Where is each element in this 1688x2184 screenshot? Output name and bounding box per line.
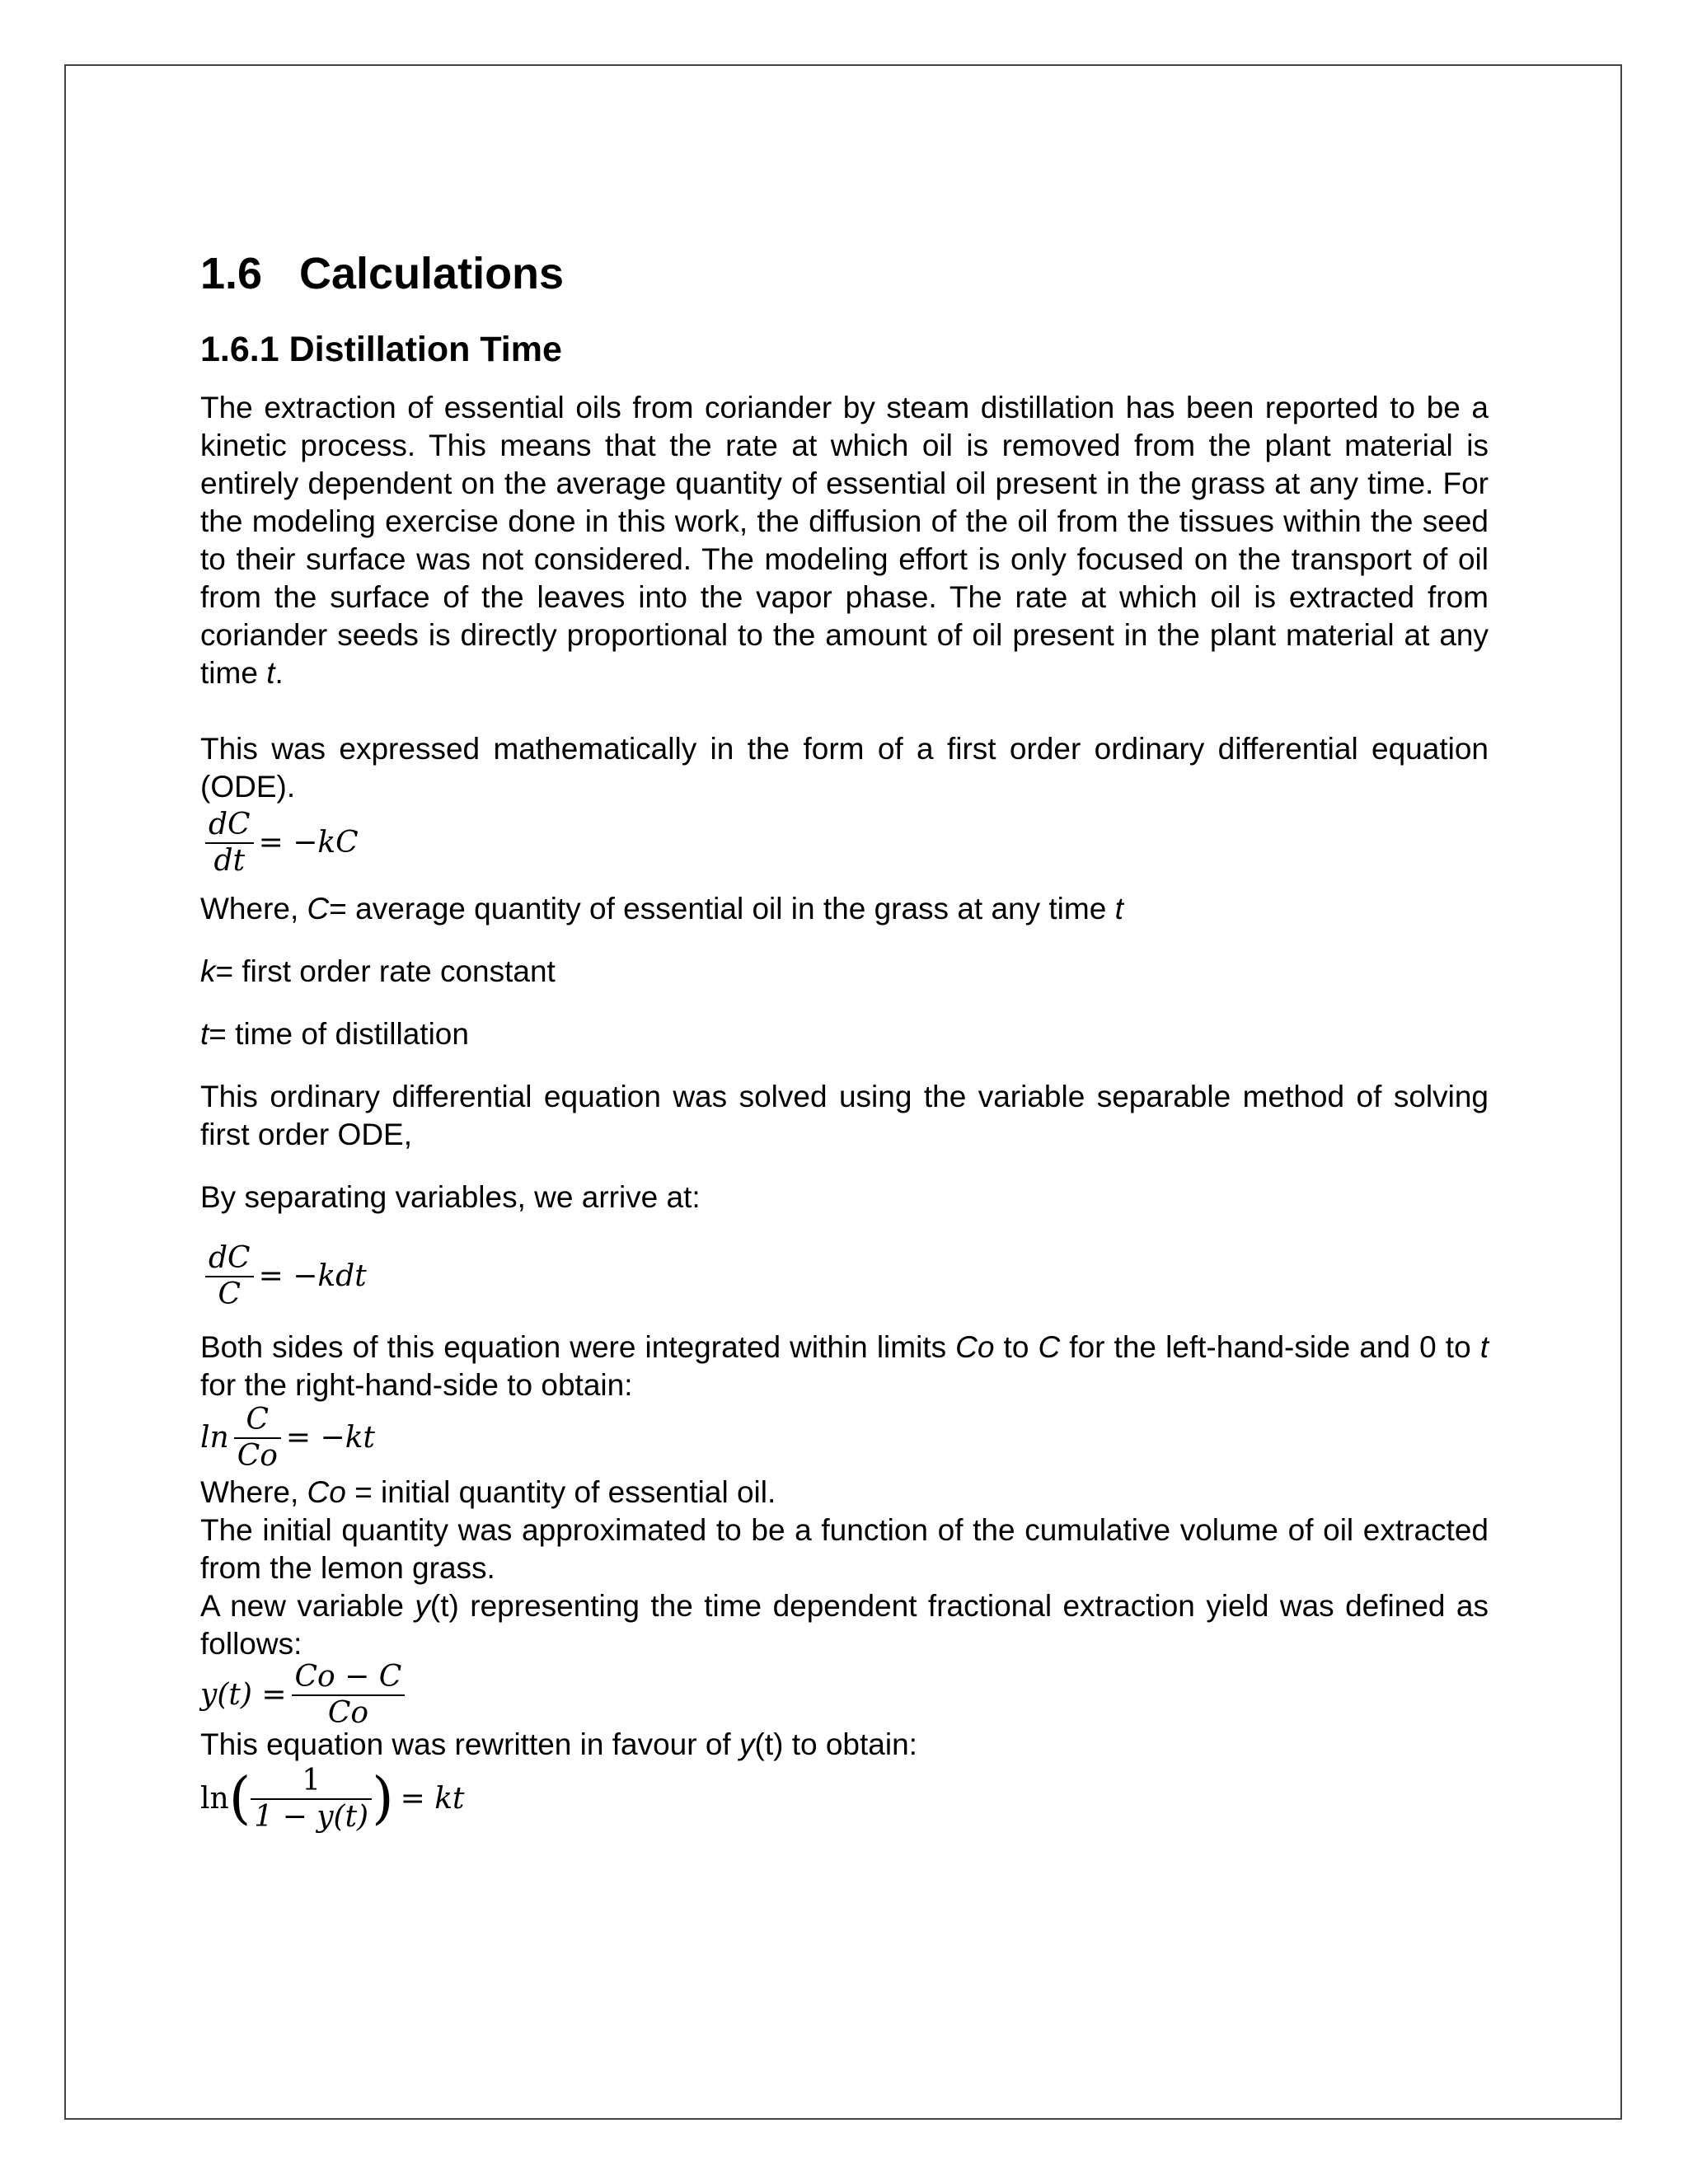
definition-k: k= first order rate constant: [200, 954, 556, 988]
equation-integrated: ln $\frac{C}{Co}$ = −kt: [200, 1403, 375, 1473]
definition-co: Where, Co = initial quantity of essential oil.: [200, 1475, 776, 1509]
paragraph-separating: By separating variables, we arrive at:: [200, 1180, 701, 1214]
document-body: [200, 247, 1489, 1835]
paragraph-ode: This was expressed mathematically in the form of a first order ordinary differential equation (ODE).: [200, 732, 1489, 804]
definition-c: Where, C= average quantity of essential oil in the grass at any time t: [200, 892, 1123, 926]
paragraph-rewritten: This equation was rewritten in favour of y(t) to obtain:: [200, 1727, 917, 1761]
section-heading: 1.6 Calculations: [200, 249, 565, 298]
definition-t: t= time of distillation: [200, 1017, 469, 1051]
paragraph-integration: Both sides of this equation were integrated within limits Co to C for the left-hand-side and 0 to t for the right-hand-side to obtain:: [200, 1330, 1489, 1402]
equation-separated: $\frac{dC}{C}$ = −kdt: [200, 1241, 1489, 1312]
subsection-heading: 1.6.1 Distillation Time: [200, 330, 562, 369]
equation-yield: y(t) = $\frac{Co - C}{Co}$: [200, 1660, 1489, 1731]
paragraph-solution: This ordinary differential equation was solved using the variable separable method of solving first order ODE,: [200, 1080, 1489, 1151]
paragraph-intro: The extraction of essential oils from coriander by steam distillation has been reported to be a kinetic process. This means that the rate at which oil is removed from the plant material is entirely dependent on the average quantity of essential oil present in the grass at any time. For the modeling exercise done in this work, the diffusion of the oil from the tissues within the seed to their surface was not considered. The modeling effort is only focused on the transport of oil from the surface of the leaves into the vapor phase. The rate at which oil is extracted from coriander seeds is directly proportional to the amount of oil present in the plant material at any time t.: [200, 391, 1489, 690]
equation-final: ln ( $\frac{1}{1 - y(t)}$ ) = kt: [200, 1764, 465, 1834]
paragraph-initial-quantity: The initial quantity was approximated to be a function of the cumulative volume of oil extracted from the lemon grass.: [200, 1513, 1489, 1585]
paragraph-new-variable: A new variable y(t) representing the time dependent fractional extraction yield was defined as follows:: [200, 1589, 1489, 1661]
equation-ode: $\frac{dC}{dt}$ = −kC: [200, 808, 1489, 879]
